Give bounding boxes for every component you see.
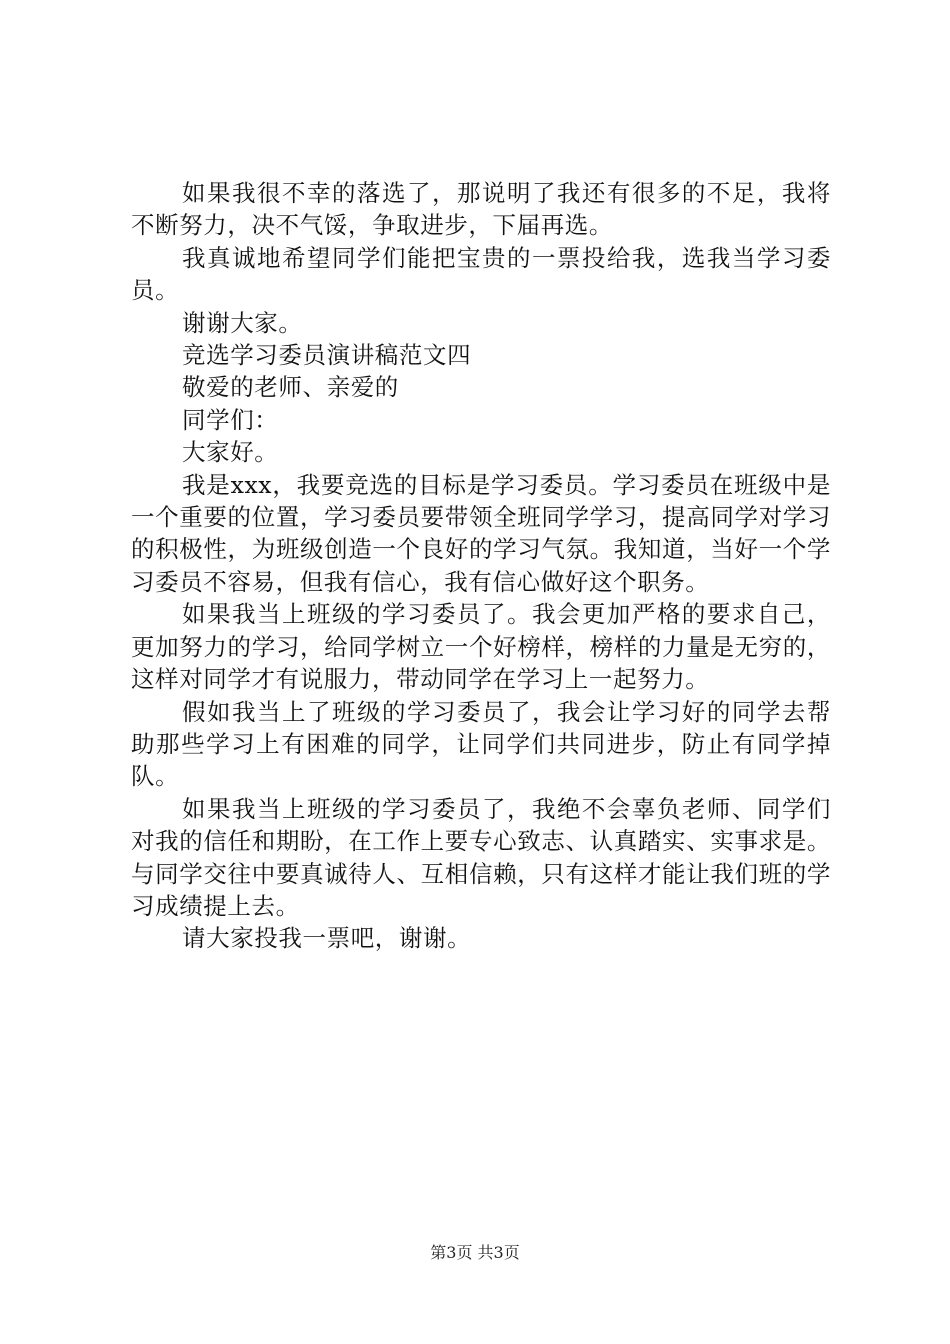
section-title: 竞选学习委员演讲稿范文四 <box>182 341 472 370</box>
paragraph: 如果我很不幸的落选了，那说明了我还有很多的不足，我将不断努力，决不气馁，争取进步，下届再选。 <box>131 179 831 240</box>
paragraph: 我真诚地希望同学们能把宝贵的一票投给我，选我当学习委员。 <box>131 243 831 305</box>
page-number-footer: 第3页 共3页 <box>430 1243 520 1262</box>
paragraph: 如果我当上班级的学习委员了，我绝不会辜负老师、同学们对我的信任和期盼，在工作上要专心致志、认真踏实、实事求是。与同学交往中要真诚待人、互相信赖，只有这样才能让我们班的学习成绩提上去。 <box>131 794 831 920</box>
paragraph: 谢谢大家。 <box>182 308 303 337</box>
paragraph: 假如我当上了班级的学习委员了，我会让学习好的同学去帮助那些学习上有困难的同学，让同学们共同进步，防止有同学掉队。 <box>131 697 831 791</box>
document-body <box>131 177 831 955</box>
salutation: 敬爱的老师、亲爱的 <box>182 373 399 402</box>
salutation: 同学们： <box>182 405 279 434</box>
greeting: 大家好。 <box>182 438 279 467</box>
closing: 请大家投我一票吧，谢谢。 <box>182 924 472 953</box>
paragraph: 我是xxx，我要竞选的目标是学习委员。学习委员在班级中是一个重要的位置，学习委员要带领全班同学学习，提高同学对学习的积极性，为班级创造一个良好的学习气氛。我知道，当好一个学习委员不容易，但我有信心，我有信心做好这个职务。 <box>131 470 831 596</box>
paragraph: 如果我当上班级的学习委员了。我会更加严格的要求自己，更加努力的学习，给同学树立一个好榜样，榜样的力量是无穷的，这样对同学才有说服力，带动同学在学习上一起努力。 <box>131 600 831 694</box>
